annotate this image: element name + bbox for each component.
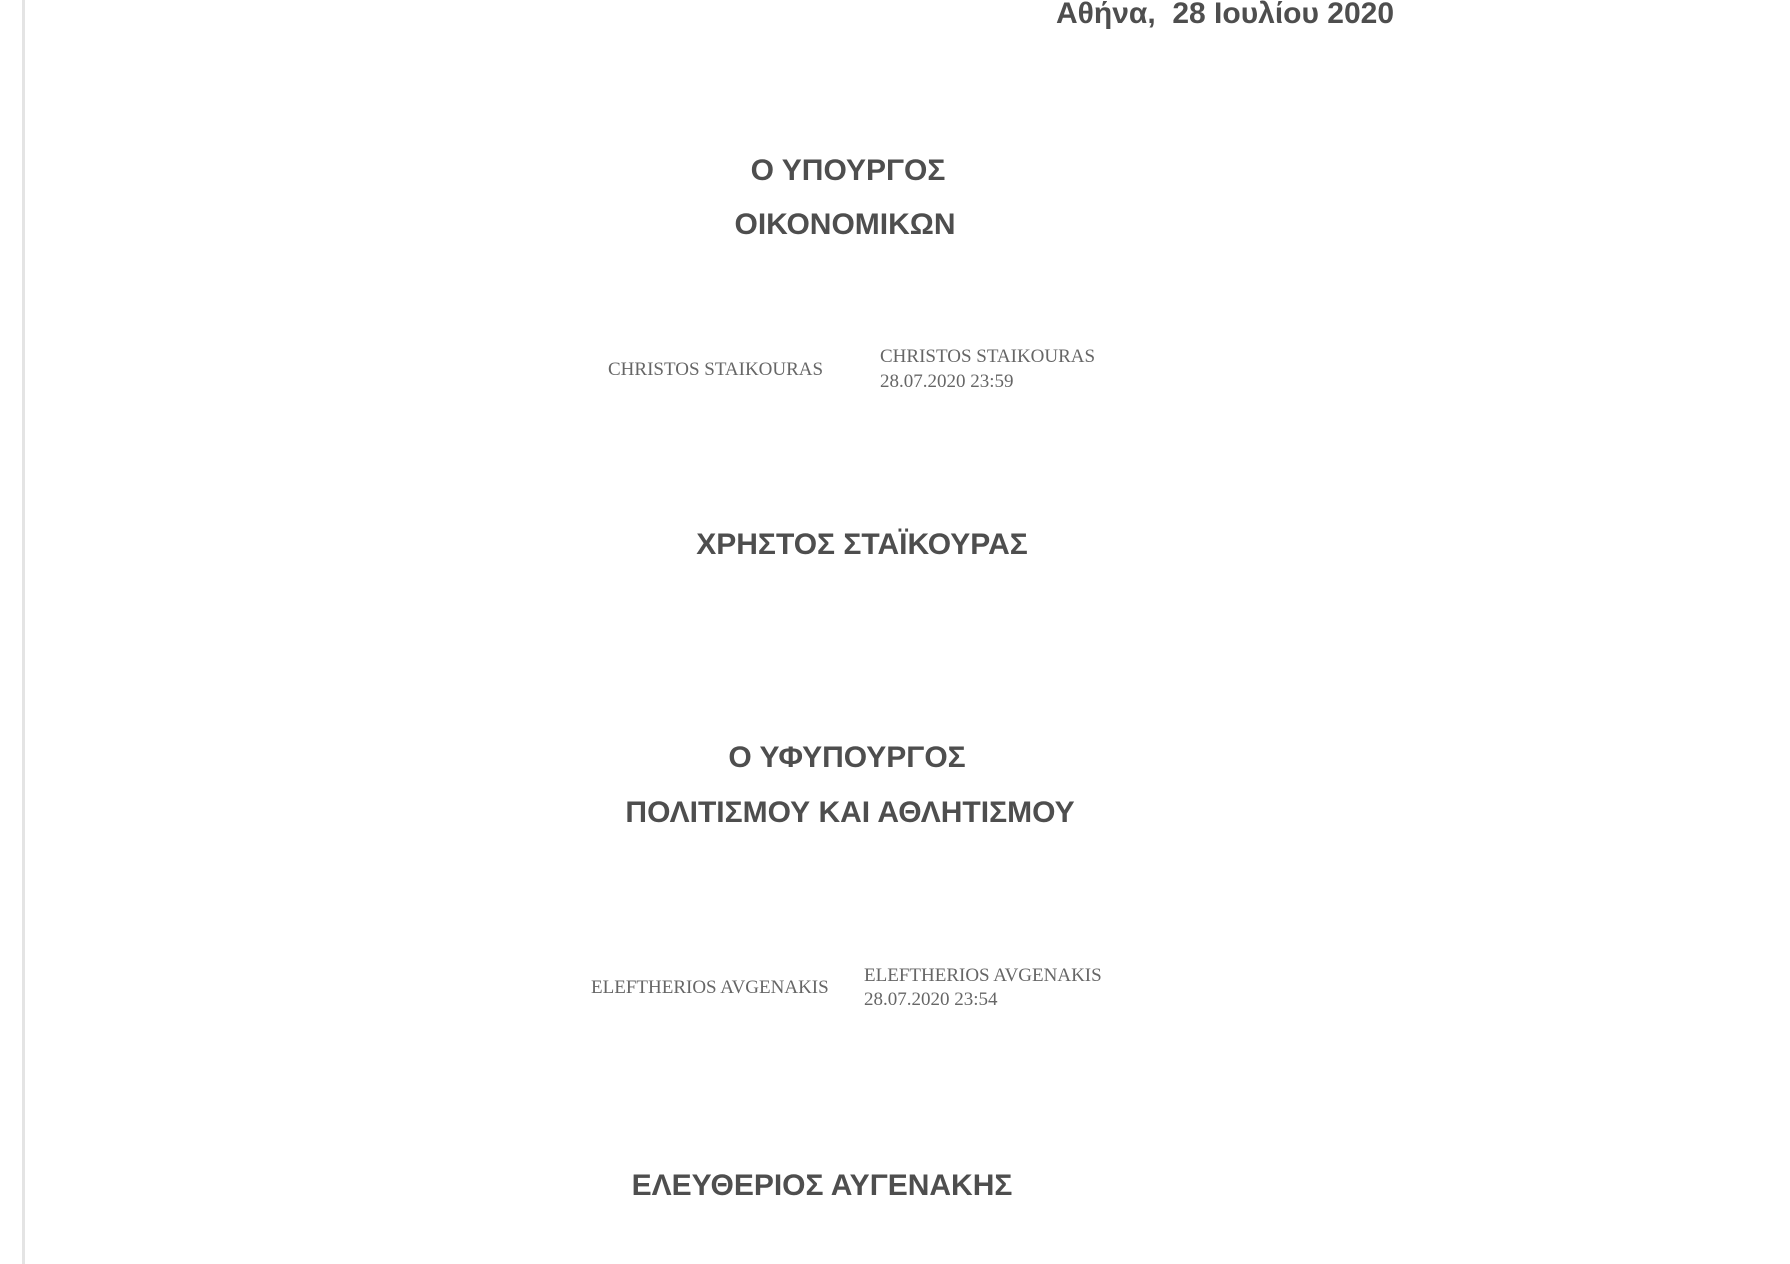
document-date: Αθήνα, 28 Ιουλίου 2020: [1056, 0, 1395, 30]
scan-edge-line: [22, 0, 25, 1264]
signatory-2-title-line1: Ο ΥΦΥΠΟΥΡΓΟΣ: [728, 741, 966, 774]
signatory-2-signer-name: ELEFTHERIOS AVGENAKIS: [591, 977, 829, 998]
signatory-1-title-line2: ΟΙΚΟΝΟΜΙΚΩΝ: [734, 208, 956, 241]
signatory-1-title-line1: Ο ΥΠΟΥΡΓΟΣ: [750, 154, 946, 187]
signatory-2-title-line2: ΠΟΛΙΤΙΣΜΟΥ ΚΑΙ ΑΘΛΗΤΙΣΜΟΥ: [625, 796, 1075, 829]
signatory-1-signed-by: CHRISTOS STAIKOURAS: [880, 346, 1096, 367]
signatory-1-name: ΧΡΗΣΤΟΣ ΣΤΑΪΚΟΥΡΑΣ: [696, 528, 1028, 561]
signatory-2-signature-timestamp: 28.07.2020 23:54: [864, 989, 998, 1010]
signatory-1-signature-timestamp: 28.07.2020 23:59: [880, 371, 1014, 392]
signatory-1-signer-name: CHRISTOS STAIKOURAS: [608, 359, 824, 380]
signatory-2-name: ΕΛΕΥΘΕΡΙΟΣ ΑΥΓΕΝΑΚΗΣ: [631, 1169, 1013, 1202]
signatory-2-signed-by: ELEFTHERIOS AVGENAKIS: [864, 965, 1102, 986]
